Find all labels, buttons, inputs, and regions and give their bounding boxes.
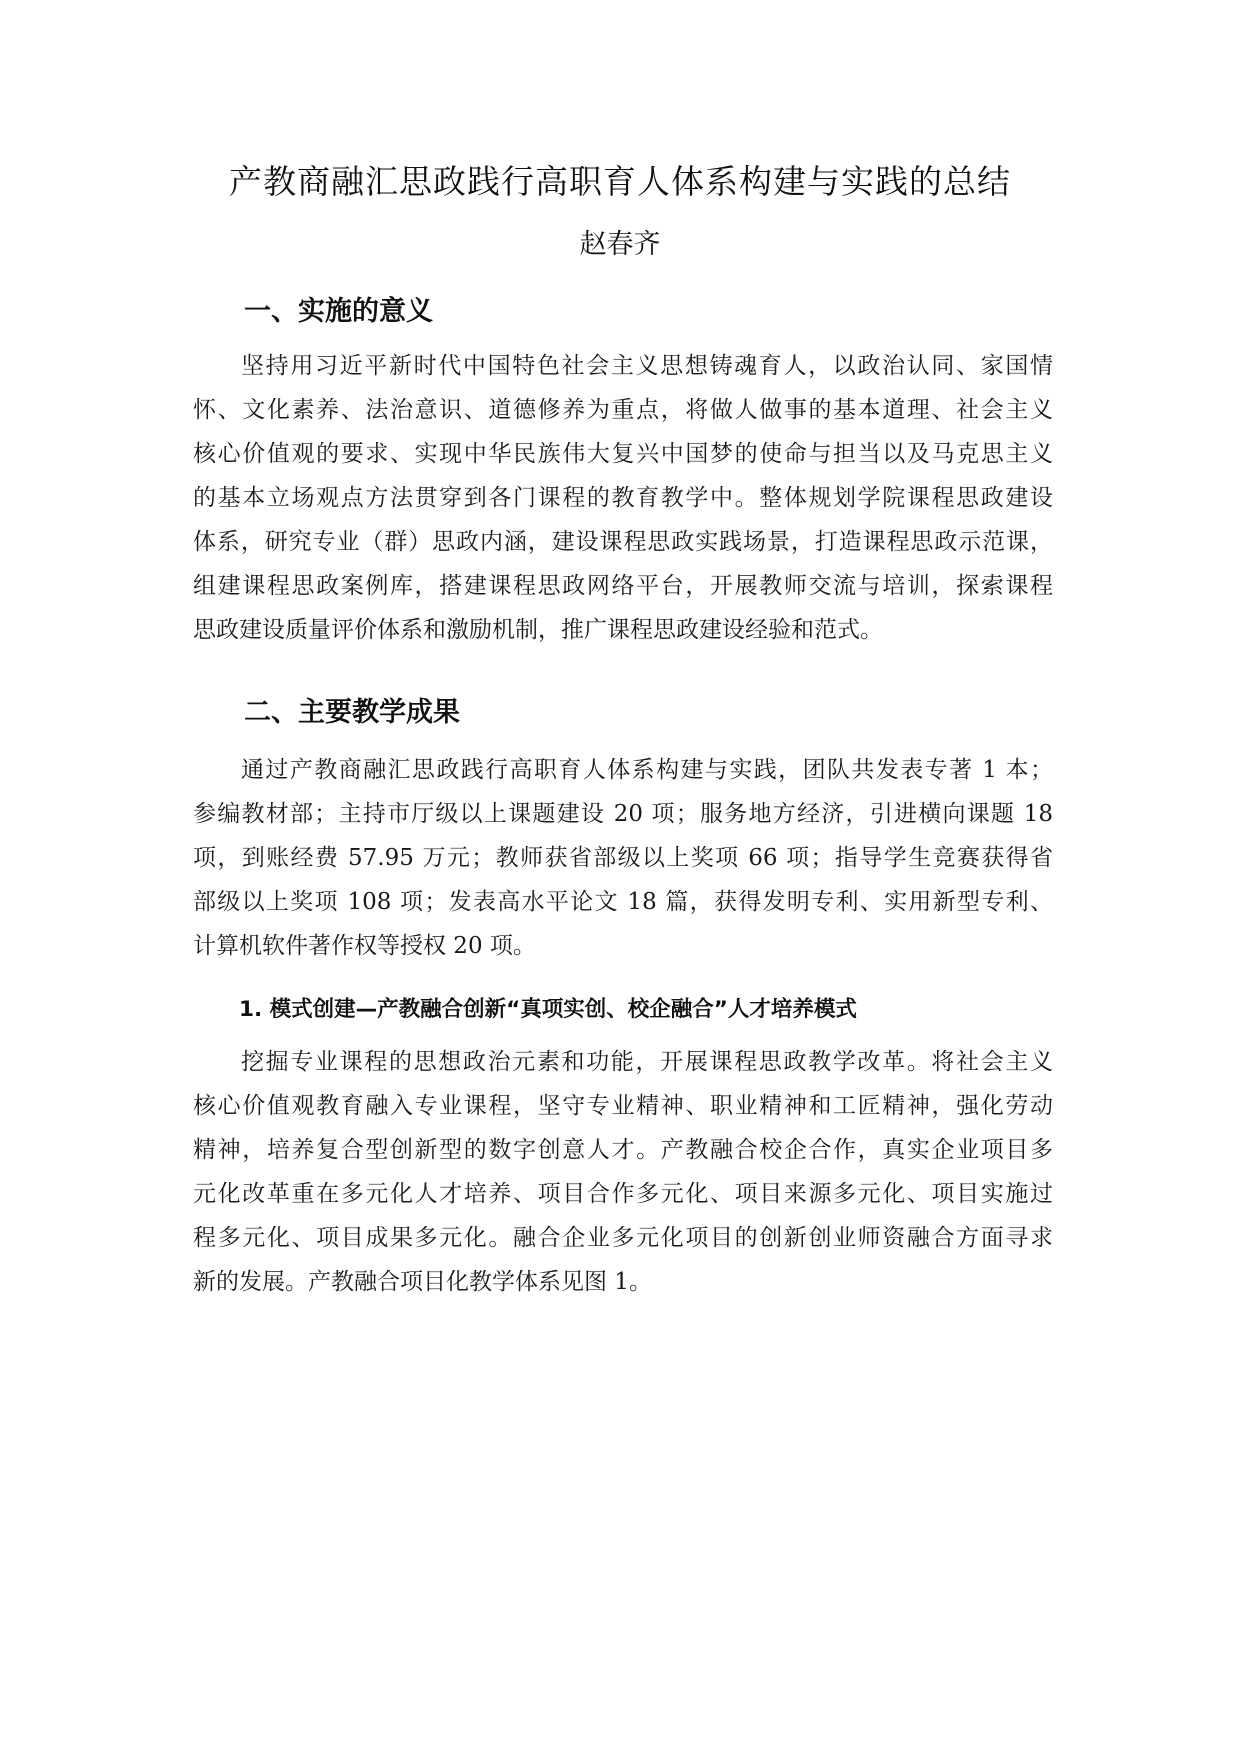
paragraph-line: 精神，培养复合型创新型的数字创意人才。产教融合校企合作，真实企业项目多 [193,1137,1053,1163]
paragraph-line: 程多元化、项目成果多元化。融合企业多元化项目的创新创业师资融合方面寻求 [193,1225,1053,1251]
paragraph-line: 的基本立场观点方法贯穿到各门课程的教育教学中。整体规划学院课程思政建设 [193,485,1053,511]
paragraph-line: 参编教材部；主持市厅级以上课题建设 20 项；服务地方经济，引进横向课题 18 [193,801,1053,827]
document-author: 赵春齐 [579,229,661,260]
paragraph-line: 思政建设质量评价体系和激励机制，推广课程思政建设经验和范式。 [193,617,883,643]
paragraph-line: 体系，研究专业（群）思政内涵，建设课程思政实践场景，打造课程思政示范课， [193,529,1053,555]
paragraph-line: 新的发展。产教融合项目化教学体系见图 1。 [193,1269,652,1295]
paragraph-line: 坚持用习近平新时代中国特色社会主义思想铸魂育人，以政治认同、家国情 [241,353,1053,379]
subsection-heading-model-creation: 1. 模式创建—产教融合创新“真项实创、校企融合”人才培养模式 [239,997,857,1022]
paragraph-line: 元化改革重在多元化人才培养、项目合作多元化、项目来源多元化、项目实施过 [193,1181,1053,1207]
paragraph-model-creation [193,1040,1053,1304]
section-heading-achievements: 二、主要教学成果 [244,697,460,728]
paragraph-line: 挖掘专业课程的思想政治元素和功能，开展课程思政教学改革。将社会主义 [241,1049,1053,1075]
paragraph-line: 部级以上奖项 108 项；发表高水平论文 18 篇，获得发明专利、实用新型专利、 [193,889,1053,915]
paragraph-line: 核心价值观的要求、实现中华民族伟大复兴中国梦的使命与担当以及马克思主义 [193,441,1053,467]
document-title: 产教商融汇思政践行高职育人体系构建与实践的总结 [229,162,1011,201]
paragraph-line: 怀、文化素养、法治意识、道德修养为重点，将做人做事的基本道理、社会主义 [193,397,1053,423]
paragraph-line: 组建课程思政案例库，搭建课程思政网络平台，开展教师交流与培训，探索课程 [193,573,1053,599]
paragraph-line: 通过产教商融汇思政践行高职育人体系构建与实践，团队共发表专著 1 本； [241,757,1053,783]
paragraph-line: 项，到账经费 57.95 万元；教师获省部级以上奖项 66 项；指导学生竞赛获得省 [193,845,1053,871]
paragraph-significance [193,344,1053,652]
paragraph-line: 核心价值观教育融入专业课程，坚守专业精神、职业精神和工匠精神，强化劳动 [193,1093,1053,1119]
section-heading-significance: 一、实施的意义 [244,296,433,327]
paragraph-line: 计算机软件著作权等授权 20 项。 [193,933,536,959]
paragraph-achievements [193,748,1053,968]
